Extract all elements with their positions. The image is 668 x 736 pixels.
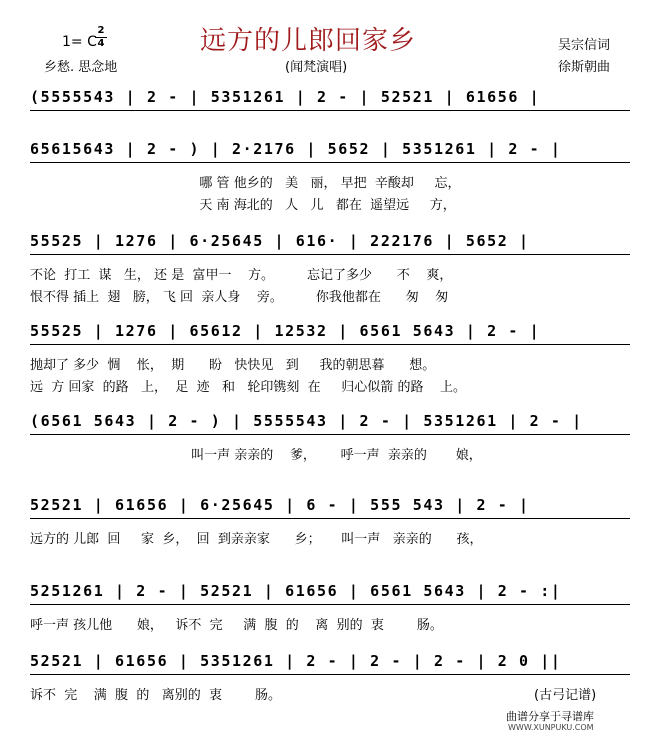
lyrics-line-1: 呼一声 孩儿他 娘， 诉不 完 满 腹 的 离 别的 衷 肠。: [30, 618, 443, 633]
beam-line: [30, 434, 630, 435]
lyrics-line-1: 远方的 儿郎 回 家 乡， 回 到亲亲家 乡； 叫一声 亲亲的 孩，: [30, 532, 483, 547]
composer-credit: 徐斯朝曲: [558, 60, 611, 75]
lyrics-line-2: 天 南 海北的 人 儿 都在 遥望远 方，: [30, 198, 456, 213]
notation-row: 55525 | 1276 | 6·25645 | 616· | 222176 | 5652 |: [30, 232, 530, 250]
beam-line: [30, 162, 630, 163]
notation-row: 65615643 | 2 - ) | 2·2176 | 5652 | 5351261 | 2 - |: [30, 140, 562, 158]
beam-line: [30, 604, 630, 605]
lyrics-line-2: 远 方 回家 的路 上， 足 迹 和 轮印镌刻 在 归心似箭 的路 上。: [30, 380, 466, 395]
transcriber-credit: (古弓记谱): [534, 688, 597, 703]
key-signature: 1= C: [62, 34, 97, 50]
beam-line: [30, 254, 630, 255]
lyrics-line-1: 抛却了 多少 惆 怅， 期 盼 快快见 到 我的朝思暮 想。: [30, 358, 436, 373]
notation-row: (6561 5643 | 2 - ) | 5555543 | 2 - | 5351261 | 2 - |: [30, 412, 583, 430]
lyrics-line-1: 诉不 完 满 腹 的 离别的 衷 肠。: [30, 688, 282, 703]
lyricist-credit: 吴宗信词: [558, 38, 611, 53]
lyrics-line-1: 哪 管 他乡的 美 丽， 早把 辛酸却 忘，: [30, 176, 461, 191]
lyrics-line-1: 不论 打工 谋 生， 还 是 富甲一 方。 忘记了多少 不 爽，: [30, 268, 453, 283]
notation-row: (5555543 | 2 - | 5351261 | 2 - | 52521 | 61656 |: [30, 88, 541, 106]
beam-line: [30, 674, 630, 675]
beam-line: [30, 110, 630, 111]
song-title: 远方的儿郎回家乡: [200, 26, 417, 56]
notation-row: 52521 | 61656 | 5351261 | 2 - | 2 - | 2 - | 2 0 ||: [30, 652, 562, 670]
notation-row: 52521 | 61656 | 6·25645 | 6 - | 555 543 | 2 - |: [30, 496, 530, 514]
watermark-url: WWW.XUNPUKU.COM: [508, 723, 594, 732]
lyrics-line-1: 叫一声 亲亲的 爹， 呼一声 亲亲的 娘，: [30, 448, 482, 463]
time-signature: [95, 26, 107, 49]
mood-marking: 乡愁. 思念地: [44, 60, 118, 75]
lyrics-line-2: 恨不得 插上 翅 膀， 飞 回 亲人身 旁。 你我他都在 匆 匆: [30, 290, 449, 305]
singer-credit: (闻梵演唱): [285, 60, 348, 75]
notation-row: 55525 | 1276 | 65612 | 12532 | 6561 5643 | 2 - |: [30, 322, 541, 340]
beam-line: [30, 518, 630, 519]
meter-bottom: 4: [97, 38, 105, 49]
notation-row: 5251261 | 2 - | 52521 | 61656 | 6561 5643 | 2 - :|: [30, 582, 562, 600]
beam-line: [30, 344, 630, 345]
watermark-text: 曲谱分享于寻谱库: [506, 710, 594, 723]
meter-top: 2: [97, 25, 105, 36]
